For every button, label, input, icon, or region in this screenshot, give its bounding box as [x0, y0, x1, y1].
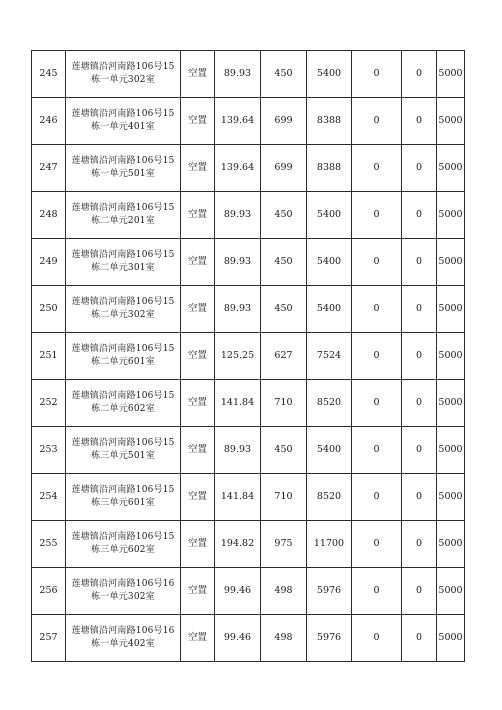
table-row [32, 239, 465, 286]
value-cell-1: 0 [352, 427, 402, 474]
status-cell: 空置 [181, 474, 215, 521]
value-cell-1: 0 [352, 521, 402, 568]
annual-rent-cell: 5400 [307, 192, 352, 239]
row-number-cell: 255 [32, 521, 66, 568]
value-cell-2: 0 [402, 286, 437, 333]
value-cell-3: 5000 [437, 427, 465, 474]
monthly-rent-cell: 975 [261, 521, 307, 568]
monthly-rent-cell: 450 [261, 192, 307, 239]
value-cell-3: 5000 [437, 521, 465, 568]
area-cell: 141.84 [215, 474, 261, 521]
address-line-2: 栋一单元302室 [91, 592, 155, 602]
value-cell-1: 0 [352, 615, 402, 662]
value-cell-3: 5000 [437, 568, 465, 615]
monthly-rent-cell: 498 [261, 615, 307, 662]
value-cell-3: 5000 [437, 286, 465, 333]
table-row [32, 192, 465, 239]
area-cell: 125.25 [215, 333, 261, 380]
area-cell: 89.93 [215, 427, 261, 474]
table-body [32, 51, 465, 662]
monthly-rent-cell: 627 [261, 333, 307, 380]
address-line-1: 莲塘镇沿河南路106号15 [71, 249, 175, 260]
property-table [31, 50, 465, 662]
monthly-rent-cell: 450 [261, 51, 307, 98]
address-cell [66, 521, 181, 568]
value-cell-2: 0 [402, 51, 437, 98]
value-cell-1: 0 [352, 474, 402, 521]
value-cell-3: 5000 [437, 239, 465, 286]
table-row [32, 427, 465, 474]
table-row [32, 521, 465, 568]
value-cell-1: 0 [352, 380, 402, 427]
value-cell-3: 5000 [437, 192, 465, 239]
row-number-cell: 249 [32, 239, 66, 286]
monthly-rent-cell: 498 [261, 568, 307, 615]
table-row [32, 51, 465, 98]
address-line-2: 栋一单元401室 [91, 122, 155, 132]
status-cell: 空置 [181, 98, 215, 145]
monthly-rent-cell: 450 [261, 427, 307, 474]
row-number-cell: 253 [32, 427, 66, 474]
address-line-2: 栋一单元302室 [91, 75, 155, 85]
address-line-2: 栋一单元501室 [91, 169, 155, 179]
address-line-1: 莲塘镇沿河南路106号15 [71, 155, 175, 166]
status-cell: 空置 [181, 239, 215, 286]
address-line-2: 栋一单元402室 [91, 639, 155, 649]
value-cell-2: 0 [402, 239, 437, 286]
address-cell [66, 145, 181, 192]
address-cell [66, 239, 181, 286]
value-cell-1: 0 [352, 145, 402, 192]
address-line-1: 莲塘镇沿河南路106号15 [71, 484, 175, 495]
row-number-cell: 247 [32, 145, 66, 192]
address-line-1: 莲塘镇沿河南路106号15 [71, 108, 175, 119]
address-line-2: 栋二单元302室 [91, 310, 155, 320]
value-cell-3: 5000 [437, 615, 465, 662]
address-cell [66, 380, 181, 427]
annual-rent-cell: 11700 [307, 521, 352, 568]
table-row [32, 286, 465, 333]
row-number-cell: 251 [32, 333, 66, 380]
area-cell: 139.64 [215, 145, 261, 192]
status-cell: 空置 [181, 568, 215, 615]
annual-rent-cell: 5400 [307, 286, 352, 333]
address-line-1: 莲塘镇沿河南路106号15 [71, 390, 175, 401]
value-cell-1: 0 [352, 192, 402, 239]
row-number-cell: 256 [32, 568, 66, 615]
value-cell-3: 5000 [437, 474, 465, 521]
address-line-1: 莲塘镇沿河南路106号15 [71, 531, 175, 542]
value-cell-1: 0 [352, 239, 402, 286]
table-row [32, 98, 465, 145]
address-line-2: 栋二单元602室 [91, 404, 155, 414]
area-cell: 89.93 [215, 192, 261, 239]
monthly-rent-cell: 450 [261, 239, 307, 286]
value-cell-1: 0 [352, 51, 402, 98]
value-cell-2: 0 [402, 615, 437, 662]
table-row [32, 145, 465, 192]
annual-rent-cell: 5400 [307, 427, 352, 474]
value-cell-2: 0 [402, 192, 437, 239]
value-cell-2: 0 [402, 568, 437, 615]
value-cell-3: 5000 [437, 51, 465, 98]
value-cell-3: 5000 [437, 98, 465, 145]
area-cell: 99.46 [215, 568, 261, 615]
monthly-rent-cell: 699 [261, 145, 307, 192]
status-cell: 空置 [181, 427, 215, 474]
status-cell: 空置 [181, 380, 215, 427]
status-cell: 空置 [181, 333, 215, 380]
row-number-cell: 250 [32, 286, 66, 333]
area-cell: 89.93 [215, 286, 261, 333]
status-cell: 空置 [181, 51, 215, 98]
annual-rent-cell: 7524 [307, 333, 352, 380]
address-cell [66, 98, 181, 145]
value-cell-2: 0 [402, 333, 437, 380]
value-cell-1: 0 [352, 568, 402, 615]
address-cell [66, 51, 181, 98]
address-line-1: 莲塘镇沿河南路106号15 [71, 343, 175, 354]
row-number-cell: 246 [32, 98, 66, 145]
address-line-1: 莲塘镇沿河南路106号15 [71, 61, 175, 72]
address-cell [66, 568, 181, 615]
monthly-rent-cell: 450 [261, 286, 307, 333]
value-cell-1: 0 [352, 98, 402, 145]
address-line-2: 栋二单元201室 [91, 216, 155, 226]
value-cell-3: 5000 [437, 333, 465, 380]
status-cell: 空置 [181, 286, 215, 333]
row-number-cell: 248 [32, 192, 66, 239]
row-number-cell: 252 [32, 380, 66, 427]
value-cell-1: 0 [352, 286, 402, 333]
address-cell [66, 615, 181, 662]
annual-rent-cell: 8388 [307, 145, 352, 192]
table-row [32, 380, 465, 427]
table-row [32, 615, 465, 662]
annual-rent-cell: 5400 [307, 239, 352, 286]
row-number-cell: 254 [32, 474, 66, 521]
address-line-1: 莲塘镇沿河南路106号15 [71, 202, 175, 213]
table-row [32, 333, 465, 380]
address-cell [66, 427, 181, 474]
area-cell: 99.46 [215, 615, 261, 662]
status-cell: 空置 [181, 615, 215, 662]
address-cell [66, 192, 181, 239]
address-cell [66, 286, 181, 333]
address-cell [66, 474, 181, 521]
value-cell-2: 0 [402, 474, 437, 521]
monthly-rent-cell: 699 [261, 98, 307, 145]
annual-rent-cell: 5976 [307, 615, 352, 662]
address-line-2: 栋三单元501室 [91, 451, 155, 461]
annual-rent-cell: 5976 [307, 568, 352, 615]
area-cell: 141.84 [215, 380, 261, 427]
address-line-1: 莲塘镇沿河南路106号15 [71, 437, 175, 448]
table-row [32, 474, 465, 521]
area-cell: 89.93 [215, 51, 261, 98]
monthly-rent-cell: 710 [261, 380, 307, 427]
status-cell: 空置 [181, 192, 215, 239]
annual-rent-cell: 8520 [307, 380, 352, 427]
address-line-2: 栋三单元601室 [91, 498, 155, 508]
address-cell [66, 333, 181, 380]
area-cell: 194.82 [215, 521, 261, 568]
row-number-cell: 245 [32, 51, 66, 98]
address-line-2: 栋二单元301室 [91, 263, 155, 273]
value-cell-2: 0 [402, 521, 437, 568]
annual-rent-cell: 8388 [307, 98, 352, 145]
status-cell: 空置 [181, 521, 215, 568]
value-cell-2: 0 [402, 427, 437, 474]
area-cell: 139.64 [215, 98, 261, 145]
address-line-2: 栋二单元601室 [91, 357, 155, 367]
area-cell: 89.93 [215, 239, 261, 286]
annual-rent-cell: 5400 [307, 51, 352, 98]
value-cell-2: 0 [402, 380, 437, 427]
annual-rent-cell: 8520 [307, 474, 352, 521]
address-line-1: 莲塘镇沿河南路106号16 [71, 578, 175, 589]
value-cell-3: 5000 [437, 380, 465, 427]
address-line-1: 莲塘镇沿河南路106号15 [71, 296, 175, 307]
value-cell-2: 0 [402, 145, 437, 192]
value-cell-3: 5000 [437, 145, 465, 192]
address-line-1: 莲塘镇沿河南路106号16 [71, 625, 175, 636]
value-cell-1: 0 [352, 333, 402, 380]
row-number-cell: 257 [32, 615, 66, 662]
status-cell: 空置 [181, 145, 215, 192]
value-cell-2: 0 [402, 98, 437, 145]
address-line-2: 栋三单元602室 [91, 545, 155, 555]
table-row [32, 568, 465, 615]
monthly-rent-cell: 710 [261, 474, 307, 521]
